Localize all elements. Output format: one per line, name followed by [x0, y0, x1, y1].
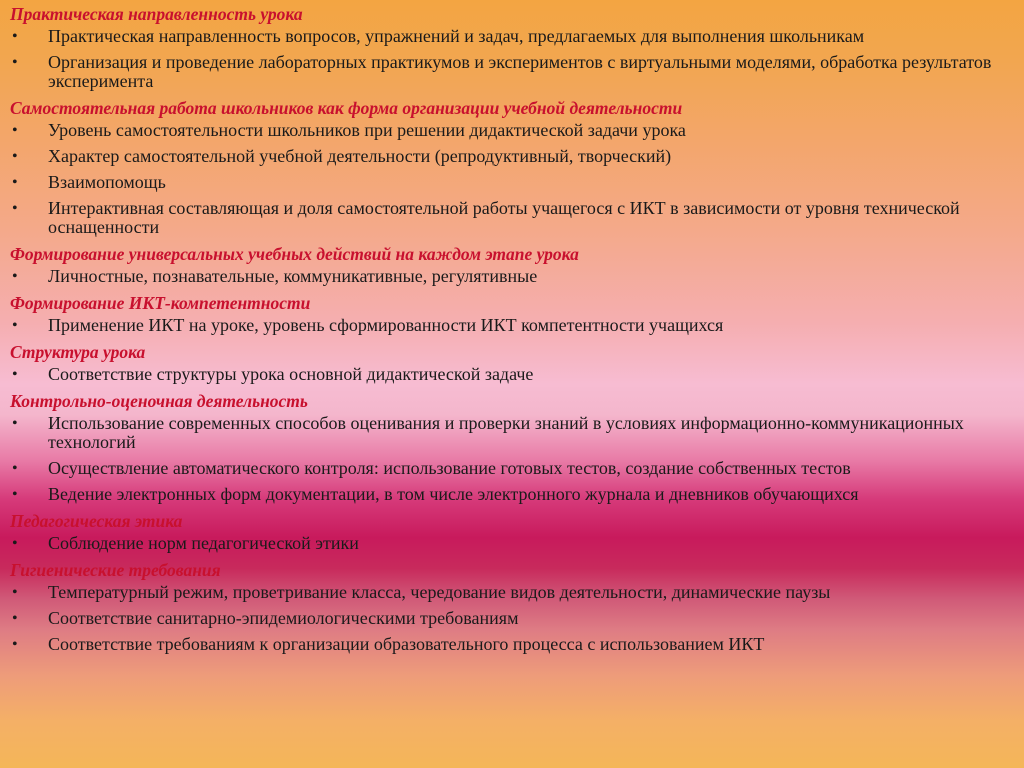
bullet-icon: •: [12, 122, 18, 139]
list-item-text: Взаимопомощь: [48, 172, 166, 192]
bullet-list: [10, 121, 1014, 237]
bullet-list: [10, 365, 1014, 384]
list-item: [10, 53, 1014, 91]
bullet-list: [10, 583, 1014, 654]
bullet-icon: •: [12, 268, 18, 285]
list-item-text: Применение ИКТ на уроке, уровень сформированности ИКТ компетентности учащихся: [48, 315, 724, 335]
list-item: [10, 609, 1014, 628]
list-item: [10, 121, 1014, 140]
bullet-list: [10, 534, 1014, 553]
list-item: [10, 147, 1014, 166]
list-item: [10, 534, 1014, 553]
bullet-icon: •: [12, 486, 18, 503]
list-item-text: Использование современных способов оценивания и проверки знаний в условиях информационно-коммуникационных технологий: [48, 413, 964, 452]
section: [10, 293, 1014, 335]
list-item: [10, 414, 1014, 452]
bullet-list: [10, 27, 1014, 91]
list-item-text: Осуществление автоматического контроля: использование готовых тестов, создание собственных тестов: [48, 458, 851, 478]
bullet-icon: •: [12, 200, 18, 217]
list-item: [10, 316, 1014, 335]
section-heading: Контрольно-оценочная деятельность: [10, 391, 308, 411]
list-item-text: Соответствие санитарно-эпидемиологическими требованиям: [48, 608, 519, 628]
section-heading: Практическая направленность урока: [10, 4, 303, 24]
list-item: [10, 267, 1014, 286]
bullet-icon: •: [12, 54, 18, 71]
bullet-list: [10, 414, 1014, 504]
slide-content: [10, 4, 1014, 661]
bullet-icon: •: [12, 317, 18, 334]
section-heading: Педагогическая этика: [10, 511, 183, 531]
bullet-icon: •: [12, 148, 18, 165]
section: [10, 342, 1014, 384]
bullet-icon: •: [12, 415, 18, 432]
section-heading: Структура урока: [10, 342, 146, 362]
bullet-icon: •: [12, 610, 18, 627]
list-item: [10, 583, 1014, 602]
bullet-icon: •: [12, 636, 18, 653]
list-item: [10, 173, 1014, 192]
section-heading: Гигиенические требования: [10, 560, 221, 580]
list-item-text: Уровень самостоятельности школьников при решении дидактической задачи урока: [48, 120, 686, 140]
bullet-icon: •: [12, 584, 18, 601]
list-item: [10, 199, 1014, 237]
list-item-text: Соответствие требованиям к организации образовательного процесса с использованием ИКТ: [48, 634, 765, 654]
list-item-text: Ведение электронных форм документации, в том числе электронного журнала и дневников обучающихся: [48, 484, 859, 504]
bullet-icon: •: [12, 28, 18, 45]
list-item-text: Характер самостоятельной учебной деятельности (репродуктивный, творческий): [48, 146, 672, 166]
bullet-icon: •: [12, 174, 18, 191]
section: [10, 244, 1014, 286]
section: [10, 4, 1014, 91]
section-heading: Самостоятельная работа школьников как форма организации учебной деятельности: [10, 98, 683, 118]
list-item-text: Соответствие структуры урока основной дидактической задаче: [48, 364, 534, 384]
bullet-icon: •: [12, 460, 18, 477]
list-item-text: Интерактивная составляющая и доля самостоятельной работы учащегося с ИКТ в зависимости от уровня технической оснащенности: [48, 198, 960, 237]
bullet-list: [10, 267, 1014, 286]
section-heading: Формирование универсальных учебных действий на каждом этапе урока: [10, 244, 579, 264]
list-item-text: Практическая направленность вопросов, упражнений и задач, предлагаемых для выполнения школьникам: [48, 26, 865, 46]
bullet-icon: •: [12, 366, 18, 383]
list-item: [10, 27, 1014, 46]
list-item: [10, 365, 1014, 384]
bullet-icon: •: [12, 535, 18, 552]
list-item-text: Соблюдение норм педагогической этики: [48, 533, 359, 553]
list-item: [10, 635, 1014, 654]
list-item-text: Организация и проведение лабораторных практикумов и экспериментов с виртуальными моделями, обработка результатов эксперимента: [48, 52, 992, 91]
list-item: [10, 459, 1014, 478]
list-item: [10, 485, 1014, 504]
section-heading: Формирование ИКТ-компетентности: [10, 293, 311, 313]
list-item-text: Температурный режим, проветривание класса, чередование видов деятельности, динамические паузы: [48, 582, 831, 602]
section: [10, 98, 1014, 237]
section: [10, 560, 1014, 654]
section: [10, 391, 1014, 504]
bullet-list: [10, 316, 1014, 335]
list-item-text: Личностные, познавательные, коммуникативные, регулятивные: [48, 266, 538, 286]
section: [10, 511, 1014, 553]
